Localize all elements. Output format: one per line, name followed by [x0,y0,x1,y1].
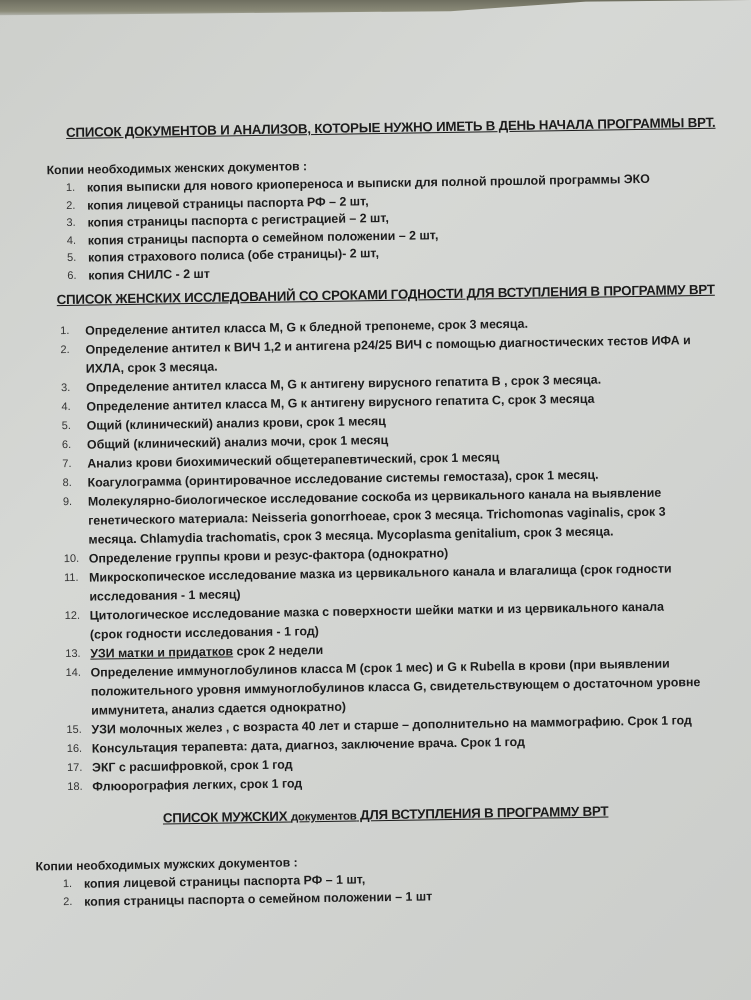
list-item: 1. копия лицевой страницы паспорта РФ – 1 шт, [62,872,366,891]
female-tests-heading: СПИСОК ЖЕНСКИХ ИССЛЕДОВАНИЙ СО СРОКАМИ ГОДНОСТИ ДЛЯ ВСТУПЛЕНИЯ В ПРОГРАММУ ВРТ [56,281,715,308]
female-tests-list [60,312,702,797]
list-item: 18. Флюорография легких, срок 1 год [67,776,303,794]
female-docs-list [65,171,652,285]
list-item: 6. копия СНИЛС - 2 шт [67,266,211,283]
male-docs-list [62,870,433,910]
list-item: 5. Ощий (клинический) анализ крови, срок 1 месяц [61,413,386,433]
list-item: 1. Определение антител класса M, G к бледной трепонеме, срок 3 месяца. [60,316,529,338]
list-item: 10. Определение группы крови и резус-фактора (однократно) [63,546,449,566]
list-item: 16. Консультация терапевта: дата, диагноз, заключение врача. Срок 1 год [66,734,525,756]
list-item: 2. копия страницы паспорта о семейном положении – 1 шт [63,888,433,909]
male-docs-intro: Копии необходимых мужских документов : [35,855,298,874]
list-item: 6. Общий (клинический) анализ мочи, срок 1 месяц [61,432,389,452]
list-item: 3. копия страницы паспорта с регистрацией – 2 шт, [66,210,390,230]
list-item: 11. Микроскопическое исследование мазка из цервикального канала и влагалища (срок годности исследования - 1 месяц) [63,561,672,604]
male-docs-heading: СПИСОК МУЖСКИХ документов ДЛЯ ВСТУПЛЕНИЯ В ПРОГРАММУ ВРТ [162,803,609,826]
list-item: 13. УЗИ матки и придатков срок 2 недели [65,643,324,661]
list-item: 12. Цитологическое исследование мазка с поверхности шейки матки и из цервикального канала (срок годности исследования - 1 год) [64,599,665,642]
list-item: 4. Определение антител класса M, G к антигену вирусного гепатита С, срок 3 месяца [61,391,595,414]
list-item: 17. ЭКГ с расшифровкой, срок 1 год [66,757,293,775]
list-item: 9. Молекулярно-биологическое исследование соскоба из цервикального канала на выявление генетического материала: Neisseria gonorrhoeae, срок 3 месяца. Trichomonas vaginalis, срок 3 месяца. Chlamydia trachomatis, срок 3 месяца. Mycoplasma genitalium, срок 3 месяца. [62,485,666,547]
list-item: 7. Анализ крови биохимический общетерапевтический, срок 1 месяц [62,450,500,471]
list-item: 3. Определение антител класса M, G к антигену вирусного гепатита B , срок 3 месяца. [61,372,602,395]
main-heading: СПИСОК ДОКУМЕНТОВ И АНАЛИЗОВ, КОТОРЫЕ НУЖНО ИМЕТЬ В ДЕНЬ НАЧАЛА ПРОГРАММЫ ВРТ. [65,114,716,140]
female-docs-intro: Копии необходимых женских документов : [46,159,308,178]
list-item: 14. Определение иммуноглобулинов класса M (срок 1 мес) и G к Rubella в крови (при выявлении положительного уровня иммуноглобулинов класса G, свидетельствующем о достаточном уровне иммунитета, анализ сдается однократно) [65,656,701,718]
list-item: 8. Коагулограмма (оринтировачное исследование системы гемостаза), срок 1 месяц. [62,467,599,490]
list-item: 2. копия лицевой страницы паспорта РФ – 2 шт, [66,193,369,213]
list-item: 5. копия страхового полиса (обе страницы)- 2 шт, [66,246,380,265]
list-item: 2. Определение антител к ВИЧ 1,2 и антигена р24/25 ВИЧ с помощью диагностических тестов ИФА и ИХЛА, срок 3 месяца. [60,333,691,376]
list-item: 4. копия страницы паспорта о семейном положении – 2 шт, [66,227,439,248]
list-item: 1. копия выписки для нового криопереноса и выписки для полной прошлой программы ЭКО [65,171,650,195]
list-item: 15. УЗИ молочных желез , с возраста 40 лет и старше – дополнительно на маммографию. Срок 1 год [66,713,692,737]
